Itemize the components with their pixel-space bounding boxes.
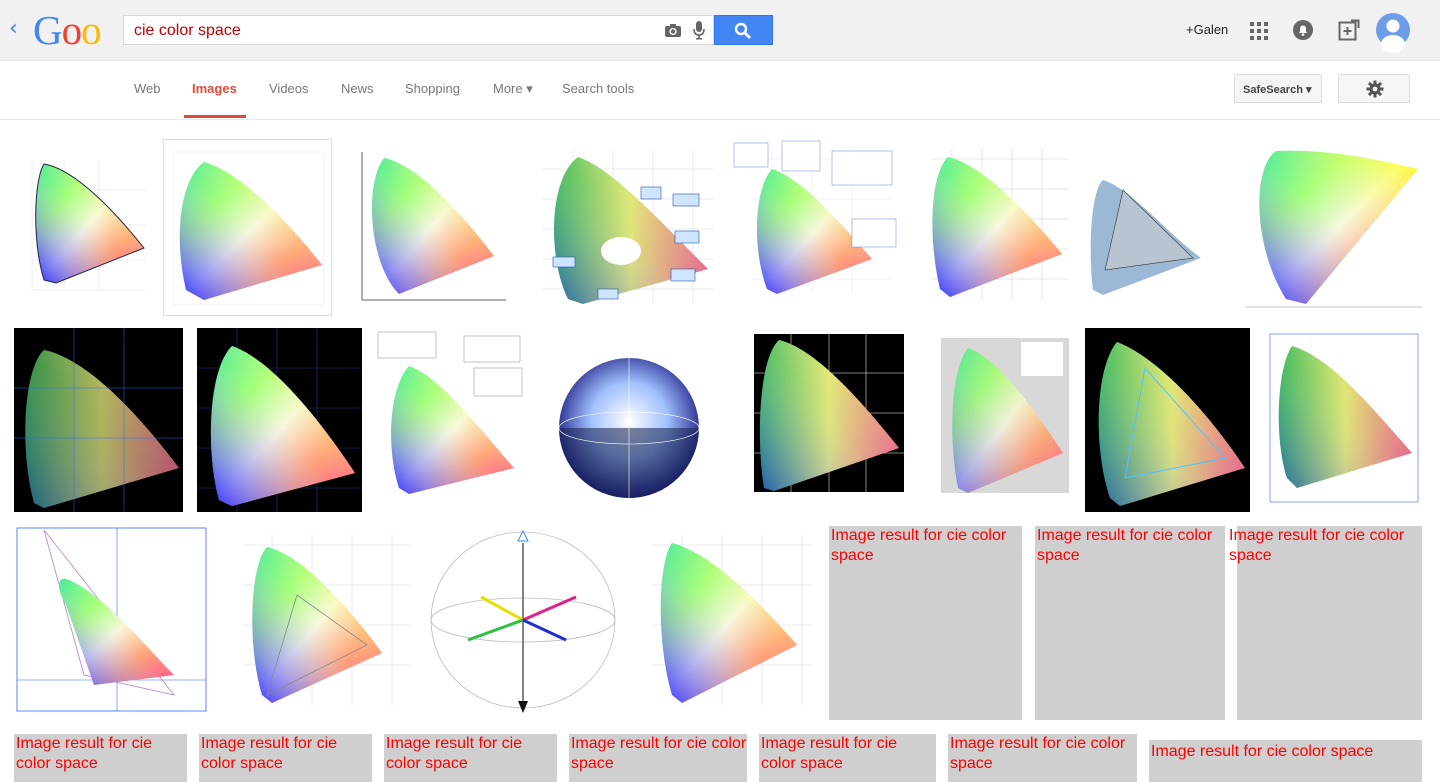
settings-button[interactable] xyxy=(1338,74,1410,103)
top-bar xyxy=(0,0,1440,61)
cie-diagram-image xyxy=(14,150,151,303)
search-box xyxy=(123,15,714,45)
cie-diagram-image xyxy=(164,140,331,315)
cie-triangles-dark-image xyxy=(1085,328,1250,512)
logo-letter-o2: o xyxy=(81,7,101,53)
placeholder-alt-text: Image result for cie color space xyxy=(761,735,898,772)
apps-grid-icon[interactable] xyxy=(1250,22,1268,40)
tab-videos[interactable]: Videos xyxy=(269,81,309,96)
image-result[interactable] xyxy=(344,144,510,309)
image-result[interactable] xyxy=(14,328,183,512)
image-result[interactable] xyxy=(163,139,332,316)
cie-black-grid-image xyxy=(734,328,910,512)
image-placeholder[interactable] xyxy=(199,734,372,782)
image-result[interactable] xyxy=(1246,139,1422,316)
notifications-icon[interactable] xyxy=(1292,19,1314,41)
google-logo[interactable] xyxy=(33,6,101,54)
image-placeholder[interactable] xyxy=(948,734,1137,782)
account-avatar[interactable] xyxy=(1376,13,1410,47)
placeholder-alt-text: Image result for cie color space xyxy=(1229,527,1405,564)
placeholder-alt-text: Image result for cie color space xyxy=(1151,743,1374,760)
safesearch-button[interactable]: SafeSearch ▾ xyxy=(1234,74,1322,103)
back-chevron-icon[interactable]: ‹ xyxy=(9,16,18,41)
composante-chromatique-image xyxy=(632,525,817,720)
microphone-icon[interactable] xyxy=(692,20,706,40)
placeholder-alt-text: Image result for cie color space xyxy=(831,527,1007,564)
image-result[interactable] xyxy=(1083,150,1234,303)
cie-gamut-image xyxy=(222,525,414,720)
search-input[interactable] xyxy=(132,20,656,42)
placeholder-alt-text: Image result for cie color space xyxy=(16,735,153,772)
image-placeholder[interactable] xyxy=(759,734,936,782)
image-placeholder[interactable] xyxy=(1149,740,1422,782)
share-plus-icon[interactable] xyxy=(1338,19,1360,41)
spectral-locus-image xyxy=(14,328,183,512)
placeholder-alt-text: Image result for cie color space xyxy=(571,735,747,772)
tab-search-tools[interactable]: Search tools xyxy=(562,81,635,96)
image-result[interactable] xyxy=(632,525,817,720)
image-result[interactable] xyxy=(523,139,719,316)
lab-sphere-image xyxy=(537,328,722,512)
tab-web[interactable]: Web xyxy=(134,81,161,96)
image-result[interactable] xyxy=(734,328,910,512)
chromaticity-points-image xyxy=(1262,328,1422,512)
image-placeholder[interactable] xyxy=(1229,526,1422,720)
placeholder-alt-text: Image result for cie color space xyxy=(201,735,338,772)
image-result[interactable] xyxy=(732,139,898,316)
image-result[interactable] xyxy=(14,150,151,303)
image-result[interactable] xyxy=(222,525,414,720)
image-result[interactable] xyxy=(374,328,525,512)
image-result[interactable] xyxy=(1085,328,1250,512)
tab-news[interactable]: News xyxy=(341,81,374,96)
image-result[interactable] xyxy=(537,328,722,512)
search-button[interactable] xyxy=(714,15,773,45)
image-result[interactable] xyxy=(910,139,1071,316)
color-regions-image xyxy=(523,139,719,316)
logo-letter-o1: o xyxy=(61,7,82,53)
image-result[interactable] xyxy=(1262,328,1422,512)
image-placeholder[interactable] xyxy=(569,734,747,782)
user-name-link[interactable]: +Galen xyxy=(1186,22,1229,37)
logo-letter-g: G xyxy=(33,7,62,53)
macadam-ellipses-image xyxy=(374,328,525,512)
search-tabs-bar xyxy=(0,61,1440,120)
placeholder-alt-text: Image result for cie color space xyxy=(386,735,523,772)
active-tab-indicator xyxy=(184,115,246,118)
color-families-image xyxy=(344,144,510,309)
image-placeholder[interactable] xyxy=(829,526,1022,720)
tab-shopping[interactable]: Shopping xyxy=(405,81,460,96)
image-placeholder[interactable] xyxy=(1035,526,1225,720)
image-placeholder[interactable] xyxy=(14,734,187,782)
avatar-person-icon xyxy=(1376,13,1410,47)
rg-chromaticity-image xyxy=(14,525,209,720)
cie-logo-image xyxy=(923,328,1073,512)
image-result[interactable] xyxy=(14,525,209,720)
placeholder-alt-text: Image result for cie color space xyxy=(950,735,1126,772)
cie1931-dark-image xyxy=(197,328,362,512)
image-placeholder[interactable] xyxy=(384,734,557,782)
anatomy-cie-image xyxy=(732,139,898,316)
tab-images[interactable]: Images xyxy=(192,81,237,96)
camera-icon[interactable] xyxy=(664,22,682,38)
image-result[interactable] xyxy=(426,525,620,720)
tab-more[interactable]: More ▾ xyxy=(493,81,533,96)
image-result[interactable] xyxy=(197,328,362,512)
cie-grid-image xyxy=(910,139,1071,316)
image-result[interactable] xyxy=(923,328,1073,512)
magnifier-icon xyxy=(734,22,752,40)
opponent-axes-image xyxy=(426,525,620,720)
cie-triangle-image xyxy=(1083,150,1234,303)
cie-horseshoe-image xyxy=(1246,139,1422,316)
placeholder-alt-text: Image result for cie color space xyxy=(1037,527,1213,564)
gear-icon xyxy=(1366,80,1384,98)
